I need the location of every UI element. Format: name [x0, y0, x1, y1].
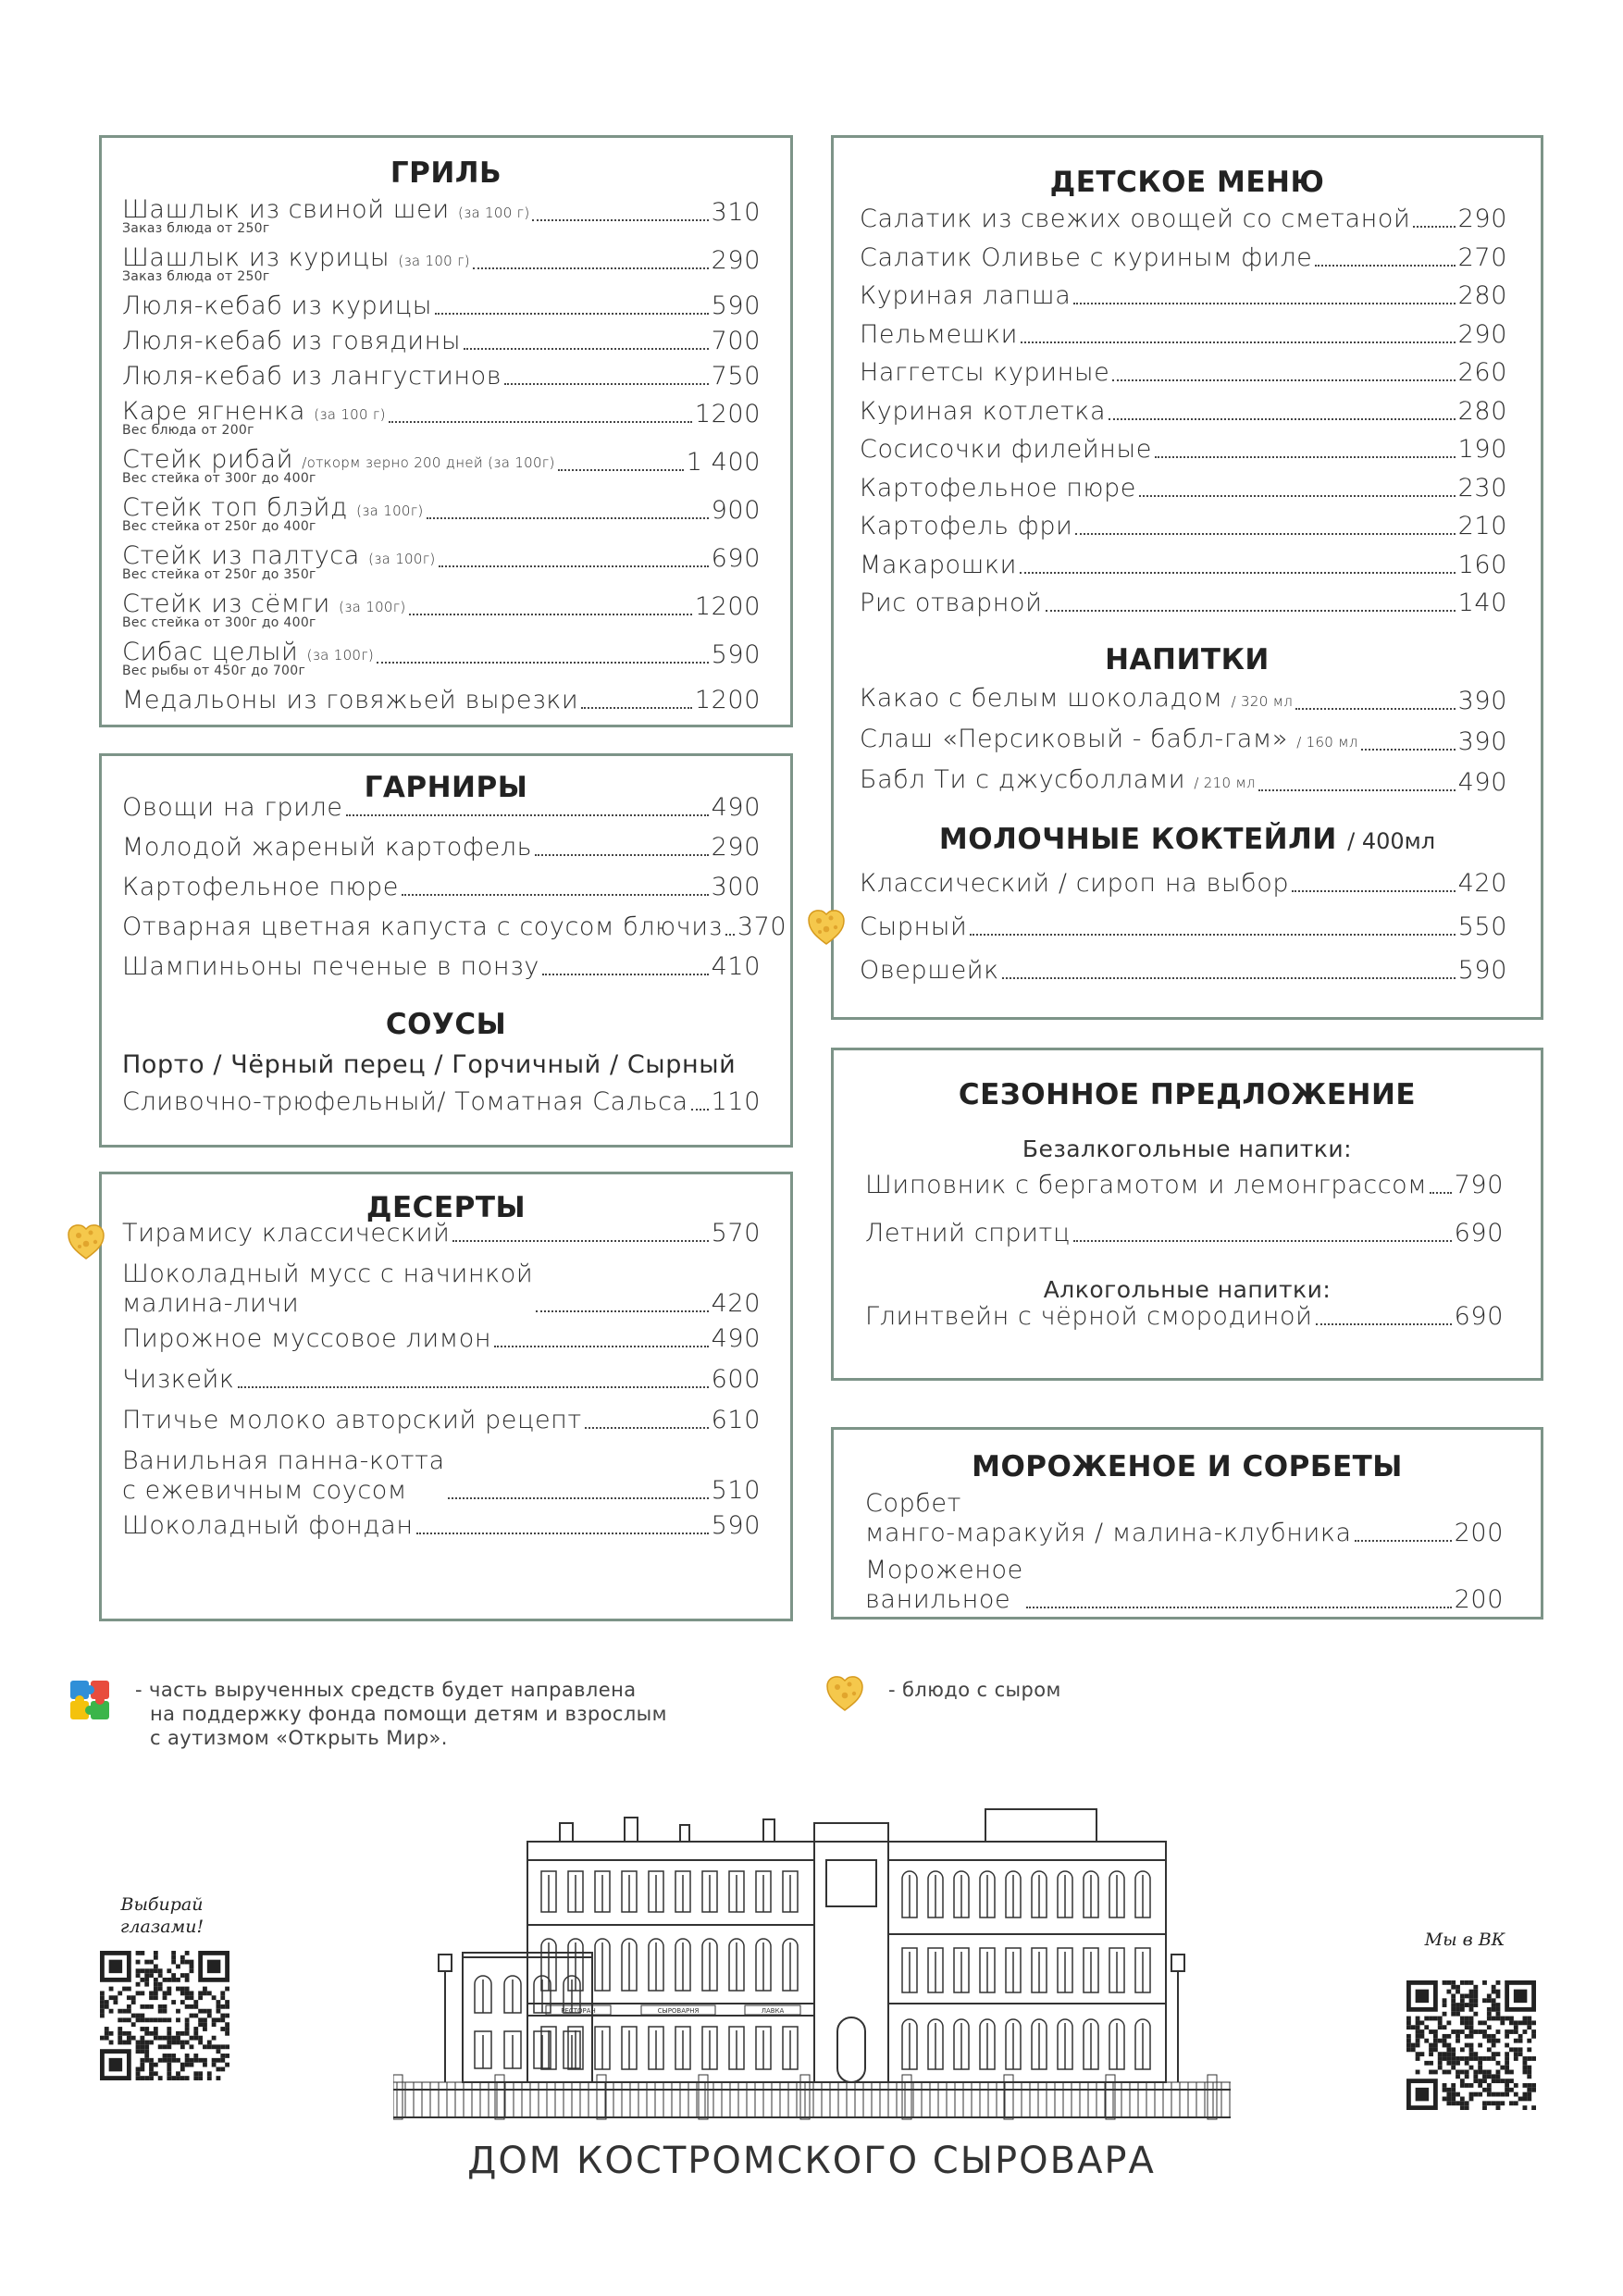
menu-item-price: 590 [1457, 956, 1507, 985]
menu-item-price: 370 [737, 912, 787, 941]
menu-item-price: 200 [1454, 1585, 1504, 1614]
menu-item [122, 833, 761, 863]
menu-item [860, 725, 1507, 757]
menu-item-subnote: Заказ блюда от 250г [122, 221, 270, 236]
menu-item-price: 290 [1457, 205, 1507, 233]
dot-leader [346, 814, 709, 816]
menu-item [860, 512, 1507, 541]
shakes-title-text: МОЛОЧНЫЕ КОКТЕЙЛИ [938, 823, 1337, 856]
menu-item-note: (за 100г) [356, 503, 424, 519]
menu-item [122, 1260, 761, 1319]
dot-leader [535, 854, 708, 856]
menu-item-name-text: Куриная котлетка [860, 396, 1107, 426]
menu-item-name-line1: Шоколадный мусс с начинкой [122, 1260, 534, 1288]
sauces-line1: Порто / Чёрный перец / Горчичный / Сырный [122, 1050, 737, 1079]
menu-item [122, 1365, 761, 1395]
menu-item [860, 551, 1507, 580]
menu-item-price: 140 [1457, 589, 1507, 617]
menu-item-name-text: Стейк из сёмги [122, 590, 330, 618]
legend-charity-line2: на поддержку фонда помощи детям и взрослым [150, 1703, 667, 1725]
dot-leader [427, 517, 709, 519]
menu-item-name-text: Тирамису классический [122, 1219, 451, 1247]
dot-leader [435, 313, 709, 315]
dot-leader [1315, 265, 1455, 267]
menu-item-name-text: Отварная цветная капуста с соусом блючиз [122, 912, 723, 941]
menu-item-note: (за 100 г) [398, 253, 470, 269]
menu-item-name-text: Каре ягненка [122, 397, 306, 426]
dot-leader [1139, 495, 1456, 497]
menu-item [865, 1219, 1504, 1248]
menu-item-name [122, 327, 461, 356]
menu-item-note: /откорм зерно 200 дней (за 100г) [302, 454, 555, 471]
menu-item [122, 327, 761, 356]
menu-item [122, 912, 787, 942]
dot-leader [409, 614, 692, 615]
menu-item-name-text: Шоколадный фондан [122, 1511, 414, 1540]
menu-item-name-text: Овощи на гриле [122, 793, 343, 822]
dot-leader [585, 1427, 709, 1429]
menu-item-price: 270 [1457, 242, 1507, 272]
menu-item-name [865, 1302, 1313, 1332]
menu-item-subnote: Заказ блюда от 250г [122, 269, 270, 284]
menu-item-name [122, 1260, 533, 1319]
menu-item-name-text: Рис отварной [860, 589, 1043, 617]
legend-charity-line3: с аутизмом «Открыть Мир». [150, 1727, 448, 1749]
menu-item [860, 243, 1507, 273]
menu-item-name [860, 474, 1136, 503]
menu-item-price: 550 [1457, 912, 1507, 941]
menu-item-name [860, 435, 1152, 465]
seasonal-alc-label: Алкогольные напитки: [1043, 1276, 1332, 1303]
menu-item-price: 1 400 [686, 448, 761, 477]
kids-section [831, 135, 1543, 1020]
menu-item-name [860, 205, 1410, 234]
menu-item-name [122, 1511, 414, 1541]
menu-item-name [122, 952, 539, 982]
menu-item-price: 510 [711, 1476, 761, 1505]
menu-item-name [865, 1489, 1352, 1548]
menu-item-name [860, 243, 1312, 273]
menu-item-name-text: Слаш «Персиковый - бабл-гам» [860, 725, 1288, 753]
menu-item-name-line1: Ванильная панна-котта [122, 1446, 445, 1475]
menu-item-name-text: Птичье молоко авторский рецепт [122, 1406, 582, 1434]
menu-item-name [865, 1171, 1427, 1200]
menu-item [860, 474, 1507, 503]
dot-leader [532, 219, 708, 221]
menu-item-price: 310 [711, 198, 761, 227]
menu-item-name-line2: ванильное [865, 1585, 1011, 1614]
dot-leader [970, 934, 1455, 936]
menu-item-name-line1: Мороженое [865, 1556, 1023, 1584]
menu-item-price: 600 [711, 1365, 761, 1394]
grill-title: ГРИЛЬ [390, 156, 502, 190]
menu-item [122, 1511, 761, 1541]
menu-item-name-text: Шиповник с бергамотом и лемонграссом [865, 1171, 1428, 1199]
dot-leader [1073, 1240, 1452, 1242]
menu-item-note: / 160 мл [1296, 734, 1358, 751]
qr-left-caption-2: глазами! [119, 1917, 204, 1937]
menu-item-price: 290 [711, 833, 761, 862]
menu-item [860, 589, 1507, 618]
menu-item-price: 590 [711, 640, 761, 669]
brand-name: ДОМ КОСТРОМСКОГО СЫРОВАРА [467, 2140, 1156, 2182]
menu-item-price: 390 [1457, 727, 1507, 756]
menu-item-name-text: Картофельное пюре [860, 473, 1136, 503]
menu-item-price: 230 [1457, 473, 1507, 503]
menu-item-name-text: Картофельное пюре [122, 873, 399, 901]
dot-leader [448, 1497, 709, 1499]
menu-item-price: 290 [711, 246, 761, 275]
drinks-title: НАПИТКИ [1105, 643, 1270, 676]
dot-leader [1258, 789, 1456, 791]
menu-item-name [122, 1406, 582, 1435]
dot-leader [1002, 977, 1456, 979]
dot-leader [473, 267, 709, 269]
menu-item [865, 1171, 1504, 1200]
menu-item-name-line2: малина-личи [122, 1289, 300, 1318]
menu-item-name-text: Молодой жареный картофель [122, 833, 533, 862]
menu-item-name-text: Шампиньоны печеные в понзу [122, 952, 539, 981]
menu-item [122, 292, 761, 321]
sign-cheese: СЫРОВАРНЯ [657, 2007, 700, 2015]
menu-item-subnote: Вес рыбы от 450г до 700г [122, 664, 306, 678]
menu-item-name-text: Стейк топ блэйд [122, 493, 348, 522]
kids-title: ДЕТСКОЕ МЕНЮ [1049, 166, 1325, 199]
menu-item-name [122, 1219, 450, 1248]
dot-leader [1292, 890, 1456, 892]
menu-item-name-text: Наггетсы куриные [860, 358, 1110, 387]
dot-leader [1112, 379, 1455, 381]
sauces-line2-name: Сливочно-трюфельный/ Томатная Сальса [122, 1087, 688, 1116]
menu-item-note: (за 100 г) [457, 205, 530, 221]
menu-item [865, 1556, 1504, 1615]
menu-item-name-line2: манго-маракуйя / малина-клубника [865, 1519, 1352, 1547]
dot-leader [494, 1346, 709, 1347]
dot-leader [464, 348, 709, 350]
menu-item-price: 690 [1454, 1219, 1504, 1247]
menu-item-price: 200 [1454, 1519, 1504, 1547]
menu-item [860, 956, 1507, 986]
menu-item-price: 490 [1457, 768, 1507, 797]
menu-item-name-text: Стейк рибай [122, 445, 294, 474]
shakes-unit: / 400мл [1347, 828, 1436, 854]
menu-item-name-text: Медальоны из говяжьей вырезки [122, 686, 579, 714]
menu-item-name-text: Салатик Оливье с куриным филе [860, 242, 1313, 272]
menu-item-name-text: Стейк из палтуса [122, 541, 360, 570]
menu-item-name [860, 956, 999, 986]
dot-leader [1026, 1607, 1452, 1608]
qr-right-caption: Мы в ВК [1424, 1930, 1505, 1950]
dot-leader [402, 894, 709, 896]
dot-leader [1361, 749, 1456, 751]
menu-item-price: 700 [711, 327, 761, 355]
menu-item [860, 397, 1507, 427]
menu-item-name-text: Куриная лапша [860, 281, 1072, 310]
menu-item [860, 765, 1507, 798]
legend-charity-line1: - часть вырученных средств будет направлена [135, 1679, 637, 1701]
menu-item-name [122, 292, 432, 321]
menu-item-name-text: Макарошки [860, 550, 1018, 579]
menu-item-price: 790 [1454, 1171, 1504, 1199]
menu-item-price: 750 [711, 362, 761, 391]
icecream-section [831, 1427, 1543, 1620]
menu-item [860, 358, 1507, 388]
dot-leader [1075, 533, 1455, 535]
menu-item-name-text: Шашлык из курицы [122, 243, 390, 272]
menu-item-name [860, 551, 1017, 580]
cheese-icon [805, 905, 848, 948]
dot-leader [558, 469, 684, 471]
menu-item-name [122, 1365, 235, 1395]
menu-item-price: 690 [1454, 1302, 1504, 1331]
menu-item-price: 570 [711, 1219, 761, 1247]
dot-leader [389, 421, 692, 423]
menu-item-name-text: Овершейк [860, 956, 999, 985]
menu-item-price: 610 [711, 1406, 761, 1434]
menu-item-name-text: Люля-кебаб из курицы [122, 292, 432, 320]
qr-code-menu[interactable] [100, 1951, 229, 2080]
dot-leader [416, 1533, 709, 1534]
menu-item-name [122, 833, 532, 863]
menu-item-name [860, 358, 1109, 388]
menu-item-subnote: Вес стейка от 250г до 350г [122, 567, 316, 582]
menu-item [122, 1446, 761, 1506]
sides-title: ГАРНИРЫ [364, 771, 528, 804]
menu-item-name [122, 362, 502, 391]
dot-leader [1430, 1192, 1451, 1194]
legend-cheese: - блюдо с сыром [888, 1679, 1061, 1701]
dot-leader [1355, 1540, 1452, 1542]
menu-item-price: 1200 [694, 592, 761, 621]
menu-item-price: 280 [1457, 396, 1507, 426]
menu-item [122, 686, 761, 715]
shakes-title [834, 823, 1541, 856]
dot-leader [377, 662, 709, 664]
menu-item-name [860, 912, 967, 942]
menu-item [122, 1406, 761, 1435]
menu-item-name-text: Люля-кебаб из говядины [122, 327, 462, 355]
qr-left-caption-1: Выбирай [120, 1894, 204, 1915]
menu-item [860, 869, 1507, 899]
menu-item-name-line1: Сорбет [865, 1489, 962, 1518]
menu-item [122, 793, 761, 823]
menu-item-price: 190 [1457, 435, 1507, 464]
menu-item-price: 420 [1457, 869, 1507, 898]
dot-leader [1046, 610, 1456, 612]
menu-item-name [865, 1556, 1023, 1615]
menu-item-name [860, 512, 1072, 541]
dot-leader [439, 565, 709, 567]
menu-item-note: (за 100г) [368, 551, 436, 567]
menu-item-name-text: Какао с белым шоколадом [860, 684, 1223, 713]
menu-item-name [860, 397, 1106, 427]
seasonal-section [831, 1048, 1543, 1381]
menu-item [860, 281, 1507, 311]
sides-section [99, 753, 793, 1148]
dot-leader [542, 974, 709, 975]
menu-item-price: 490 [711, 793, 761, 822]
sign-shop: ЛАВКА [761, 2007, 785, 2015]
menu-item-name [122, 873, 399, 902]
menu-item-price: 900 [711, 496, 761, 525]
sauces-line2-price: 110 [711, 1087, 761, 1116]
menu-item-name [860, 725, 1358, 757]
qr-left-caption [102, 1893, 222, 1938]
menu-item [122, 362, 761, 391]
menu-item-note: (за 100г) [306, 647, 375, 664]
menu-item-name-text: Люля-кебаб из лангустинов [122, 362, 502, 391]
sign-restaurant: РЕСТОРАН [561, 2007, 596, 2015]
menu-item-name [860, 281, 1071, 311]
dot-leader [725, 934, 735, 936]
menu-item [122, 1219, 761, 1248]
menu-item-subnote: Вес стейка от 300г до 400г [122, 471, 316, 486]
grill-section [99, 135, 793, 727]
menu-item-name [860, 869, 1289, 899]
menu-item-price: 280 [1457, 281, 1507, 310]
menu-item-name [122, 793, 343, 823]
menu-item-name [122, 912, 723, 942]
menu-item-price: 290 [1457, 319, 1507, 349]
menu-item-price: 590 [711, 292, 761, 320]
menu-item-note: (за 100г) [339, 599, 406, 615]
dot-leader [1109, 418, 1456, 420]
menu-item-name-text: Летний спритц [865, 1219, 1071, 1247]
menu-item-note: / 320 мл [1231, 693, 1294, 710]
sauces-line2 [122, 1087, 761, 1117]
menu-item [865, 1302, 1504, 1332]
menu-item [860, 435, 1507, 465]
menu-item-name [860, 320, 1018, 350]
qr-code-vk[interactable] [1406, 1980, 1536, 2110]
menu-item-name [122, 1446, 445, 1506]
menu-item-name [865, 1219, 1071, 1248]
dot-leader [1021, 341, 1456, 343]
dot-leader [1073, 303, 1455, 304]
menu-item-price: 390 [1457, 687, 1507, 715]
menu-item-name-text: Салатик из свежих овощей со сметаной [860, 205, 1411, 233]
menu-item-price: 1200 [694, 686, 761, 714]
menu-item-price: 410 [711, 952, 761, 981]
menu-item-price: 420 [711, 1289, 761, 1318]
menu-item [860, 205, 1507, 234]
menu-item [860, 320, 1507, 350]
menu-item-name-text: Картофель фри [860, 512, 1073, 540]
menu-item-price: 160 [1457, 550, 1507, 579]
icecream-title: МОРОЖЕНОЕ И СОРБЕТЫ [972, 1450, 1403, 1483]
cheese-icon [824, 1671, 866, 1714]
dot-leader [1155, 456, 1456, 458]
menu-item-price: 490 [711, 1324, 761, 1353]
sauces-title: СОУСЫ [385, 1008, 507, 1041]
puzzle-icon [67, 1677, 113, 1723]
dot-leader [1413, 226, 1455, 228]
menu-item-name-line2: с ежевичным соусом [122, 1476, 407, 1505]
menu-item [122, 1324, 761, 1354]
menu-item-name-text: Шашлык из свиной шеи [122, 195, 450, 224]
dot-leader [691, 1109, 709, 1111]
menu-item [122, 873, 761, 902]
menu-item-name-text: Глинтвейн с чёрной смородиной [865, 1302, 1313, 1331]
dot-leader [536, 1310, 708, 1312]
dot-leader [452, 1240, 708, 1242]
menu-item-name-text: Сосисочки филейные [860, 435, 1152, 464]
menu-item-name-text: Чизкейк [122, 1365, 235, 1394]
menu-item [860, 684, 1507, 716]
menu-item [865, 1489, 1504, 1548]
menu-item-name-text: Классический / сироп на выбор [860, 869, 1290, 898]
menu-item-name [122, 1324, 491, 1354]
menu-item-name-text: Пирожное муссовое лимон [122, 1324, 492, 1353]
seasonal-title: СЕЗОННОЕ ПРЕДЛОЖЕНИЕ [958, 1078, 1417, 1111]
dot-leader [1020, 572, 1456, 574]
desserts-title: ДЕСЕРТЫ [365, 1191, 527, 1224]
menu-item-price: 590 [711, 1511, 761, 1540]
menu-item-price: 300 [711, 873, 761, 901]
desserts-section [99, 1172, 793, 1621]
menu-item-price: 210 [1457, 512, 1507, 540]
menu-item-name [860, 765, 1256, 798]
building-illustration [393, 1805, 1231, 2124]
dot-leader [504, 383, 709, 385]
menu-item-subnote: Вес стейка от 250г до 400г [122, 519, 316, 534]
dot-leader [1295, 708, 1456, 710]
menu-item-price: 1200 [694, 400, 761, 428]
menu-item-name-text: Сибас целый [122, 638, 299, 666]
dot-leader [581, 707, 692, 709]
seasonal-nonalc-label: Безалкогольные напитки: [1022, 1136, 1353, 1162]
menu-item-name-text: Пельмешки [860, 319, 1019, 349]
menu-item-price: 690 [711, 544, 761, 573]
menu-item-subnote: Вес блюда от 200г [122, 423, 254, 438]
menu-item-name [860, 684, 1293, 716]
dot-leader [1316, 1323, 1452, 1325]
menu-item-price: 260 [1457, 358, 1507, 387]
menu-item-note: (за 100 г) [314, 406, 386, 423]
menu-item [122, 952, 761, 982]
menu-item-name-text: Бабл Ти с джусболлами [860, 765, 1186, 794]
menu-item-name [860, 589, 1043, 618]
menu-item-note: / 210 мл [1194, 775, 1256, 791]
menu-item-name [122, 686, 578, 715]
menu-item-name-text: Сырный [860, 912, 968, 941]
menu-item-subnote: Вес стейка от 300г до 400г [122, 615, 316, 630]
dot-leader [238, 1386, 709, 1388]
menu-item [860, 912, 1507, 942]
cheese-icon [65, 1220, 107, 1262]
